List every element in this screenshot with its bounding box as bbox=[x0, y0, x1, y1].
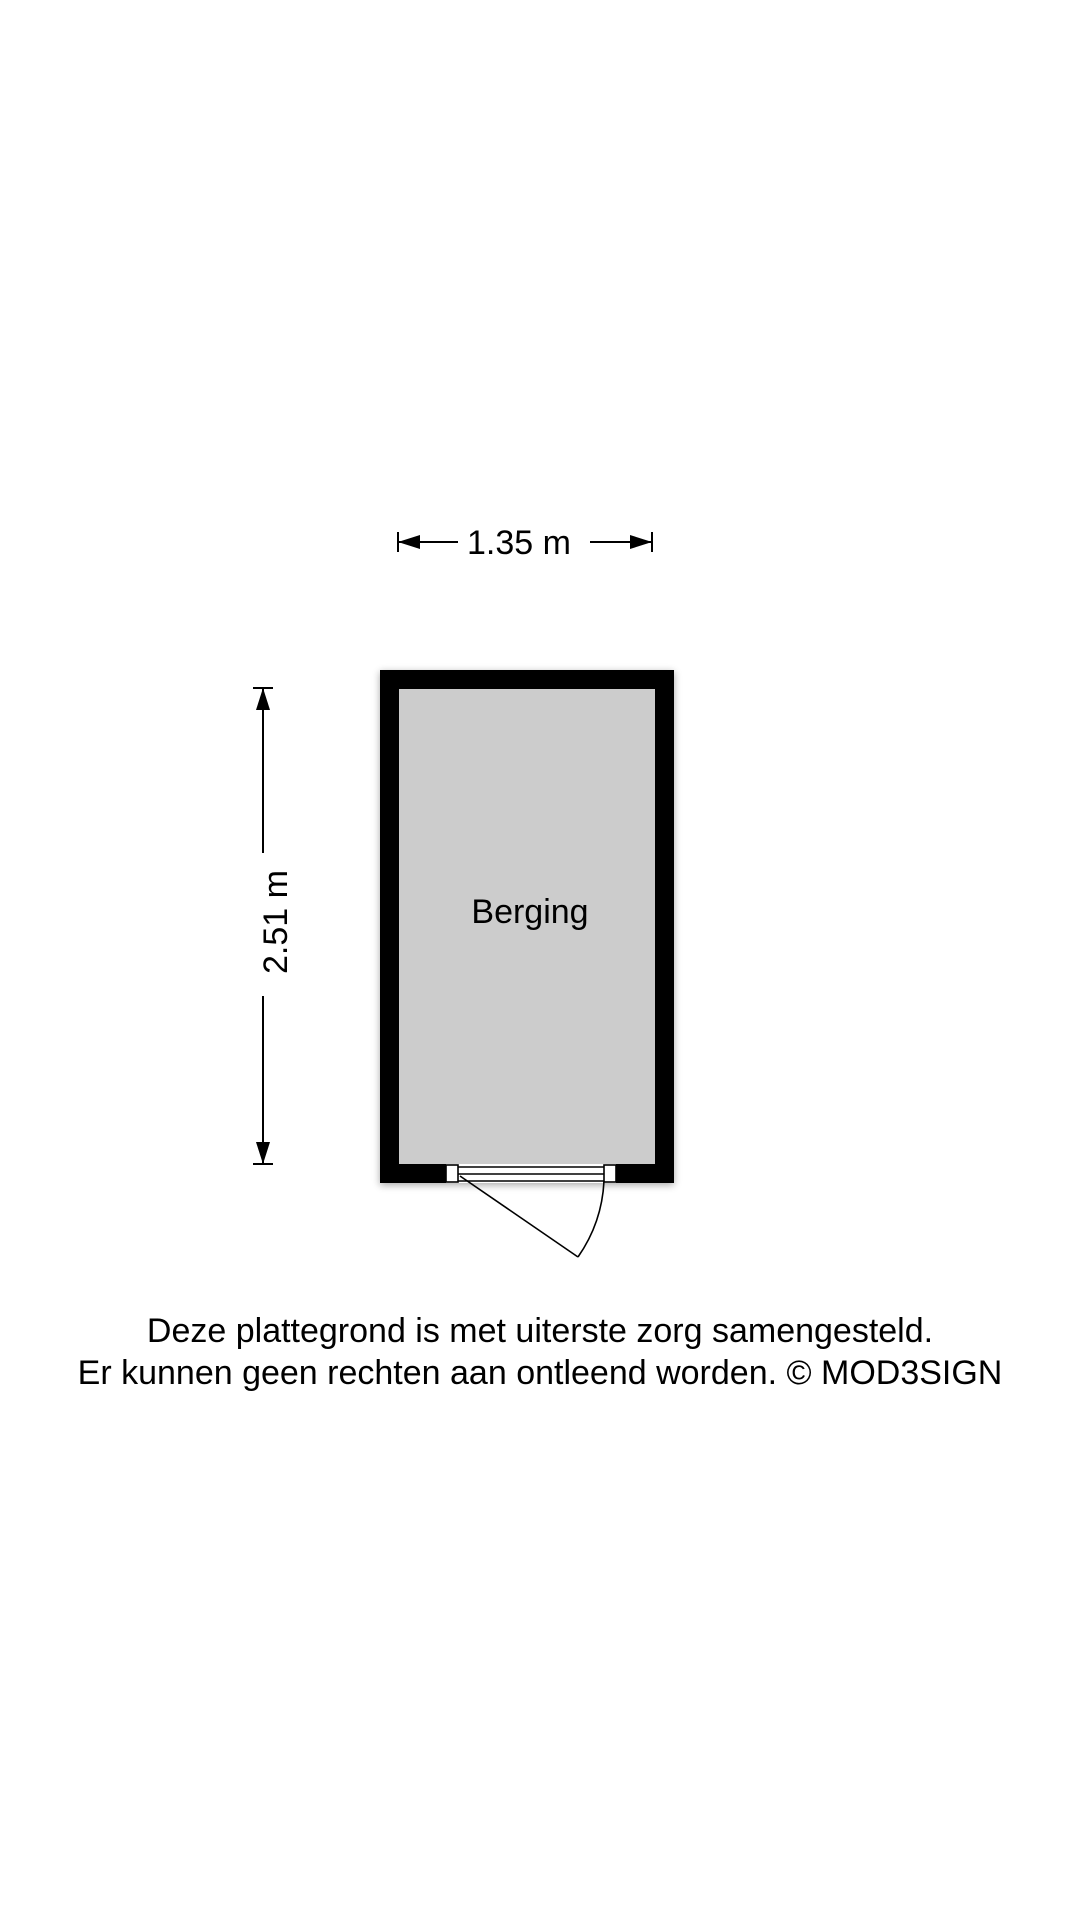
door-swing-arc bbox=[578, 1181, 604, 1257]
door-jamb-right bbox=[604, 1165, 616, 1182]
disclaimer-line-2: Er kunnen geen rechten aan ontleend worden. © MOD3SIGN bbox=[77, 1354, 1003, 1392]
width-dimension-label: 1.35 m bbox=[461, 523, 577, 563]
disclaimer-line-1: Deze plattegrond is met uiterste zorg samengesteld. bbox=[146, 1312, 934, 1350]
door-jamb-left bbox=[446, 1165, 458, 1182]
room-name-label: Berging bbox=[471, 893, 589, 931]
height-dimension-label: 2.51 m bbox=[256, 864, 296, 980]
door-leaf bbox=[460, 1176, 578, 1257]
disclaimer bbox=[0, 1310, 1080, 1394]
